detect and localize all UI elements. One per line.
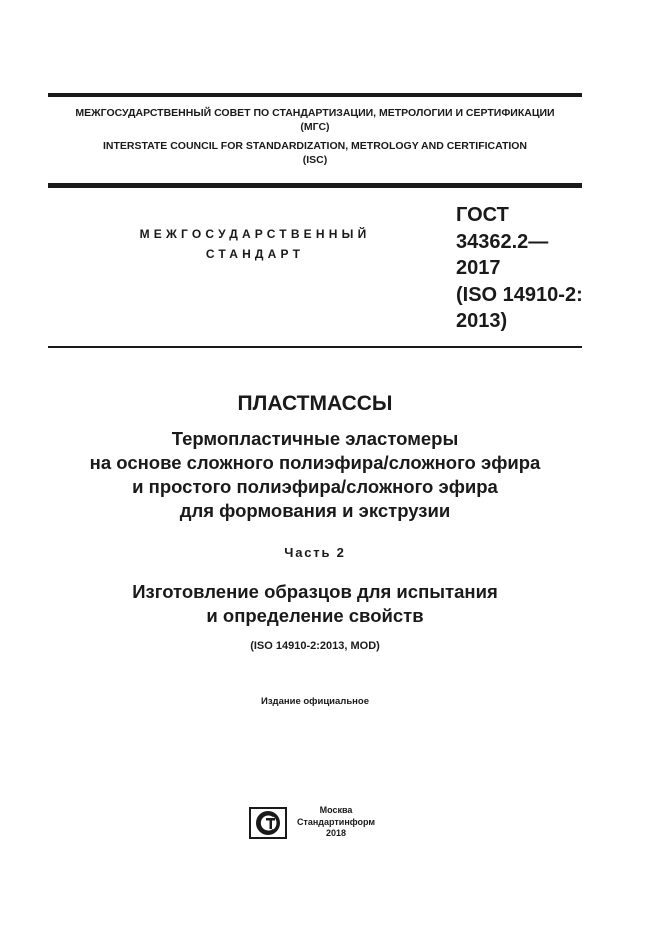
part-title	[48, 580, 582, 628]
document-subtitle	[48, 427, 582, 523]
top-rule	[48, 93, 582, 97]
publisher-block	[296, 805, 376, 840]
publisher-year: 2018	[325, 828, 347, 838]
gost-designation: ГОСТ 34362.2— 2017 (ISO 14910-2: 2013)	[456, 204, 583, 332]
standard-type-line1: МЕЖГОСУДАРСТВЕННЫЙ	[139, 227, 371, 241]
edition-label: Издание официальное	[261, 696, 369, 707]
middle-rule	[48, 183, 582, 188]
subtitle-line: и простого полиэфира/сложного эфира	[132, 476, 498, 497]
subtitle-line: для формования и экструзии	[179, 500, 451, 521]
part-title-line: и определение свойств	[206, 605, 424, 626]
standard-type	[120, 224, 390, 264]
thin-rule	[48, 346, 582, 348]
publisher-city: Москва	[319, 805, 353, 815]
council-ru: МЕЖГОСУДАРСТВЕННЫЙ СОВЕТ ПО СТАНДАРТИЗАЦИИ, МЕТРОЛОГИИ И СЕРТИФИКАЦИИ	[75, 107, 555, 119]
publisher-name: Стандартинформ	[296, 816, 376, 827]
subtitle-line: на основе сложного полиэфира/сложного эфира	[89, 452, 541, 473]
standard-type-line2: СТАНДАРТ	[205, 247, 305, 261]
part-number: Часть 2	[284, 545, 346, 560]
subtitle-line: Термопластичные эластомеры	[171, 428, 459, 449]
council-ru-abbr: (МГС)	[300, 121, 330, 133]
part-title-line: Изготовление образцов для испытания	[132, 581, 498, 602]
council-en: INTERSTATE COUNCIL FOR STANDARDIZATION, METROLOGY AND CERTIFICATION	[102, 140, 528, 152]
document-title: ПЛАСТМАССЫ	[237, 392, 393, 415]
council-en-abbr: (ISC)	[302, 154, 328, 166]
standartinform-logo-icon	[249, 807, 287, 839]
iso-reference: (ISO 14910-2:2013, MOD)	[250, 640, 380, 652]
